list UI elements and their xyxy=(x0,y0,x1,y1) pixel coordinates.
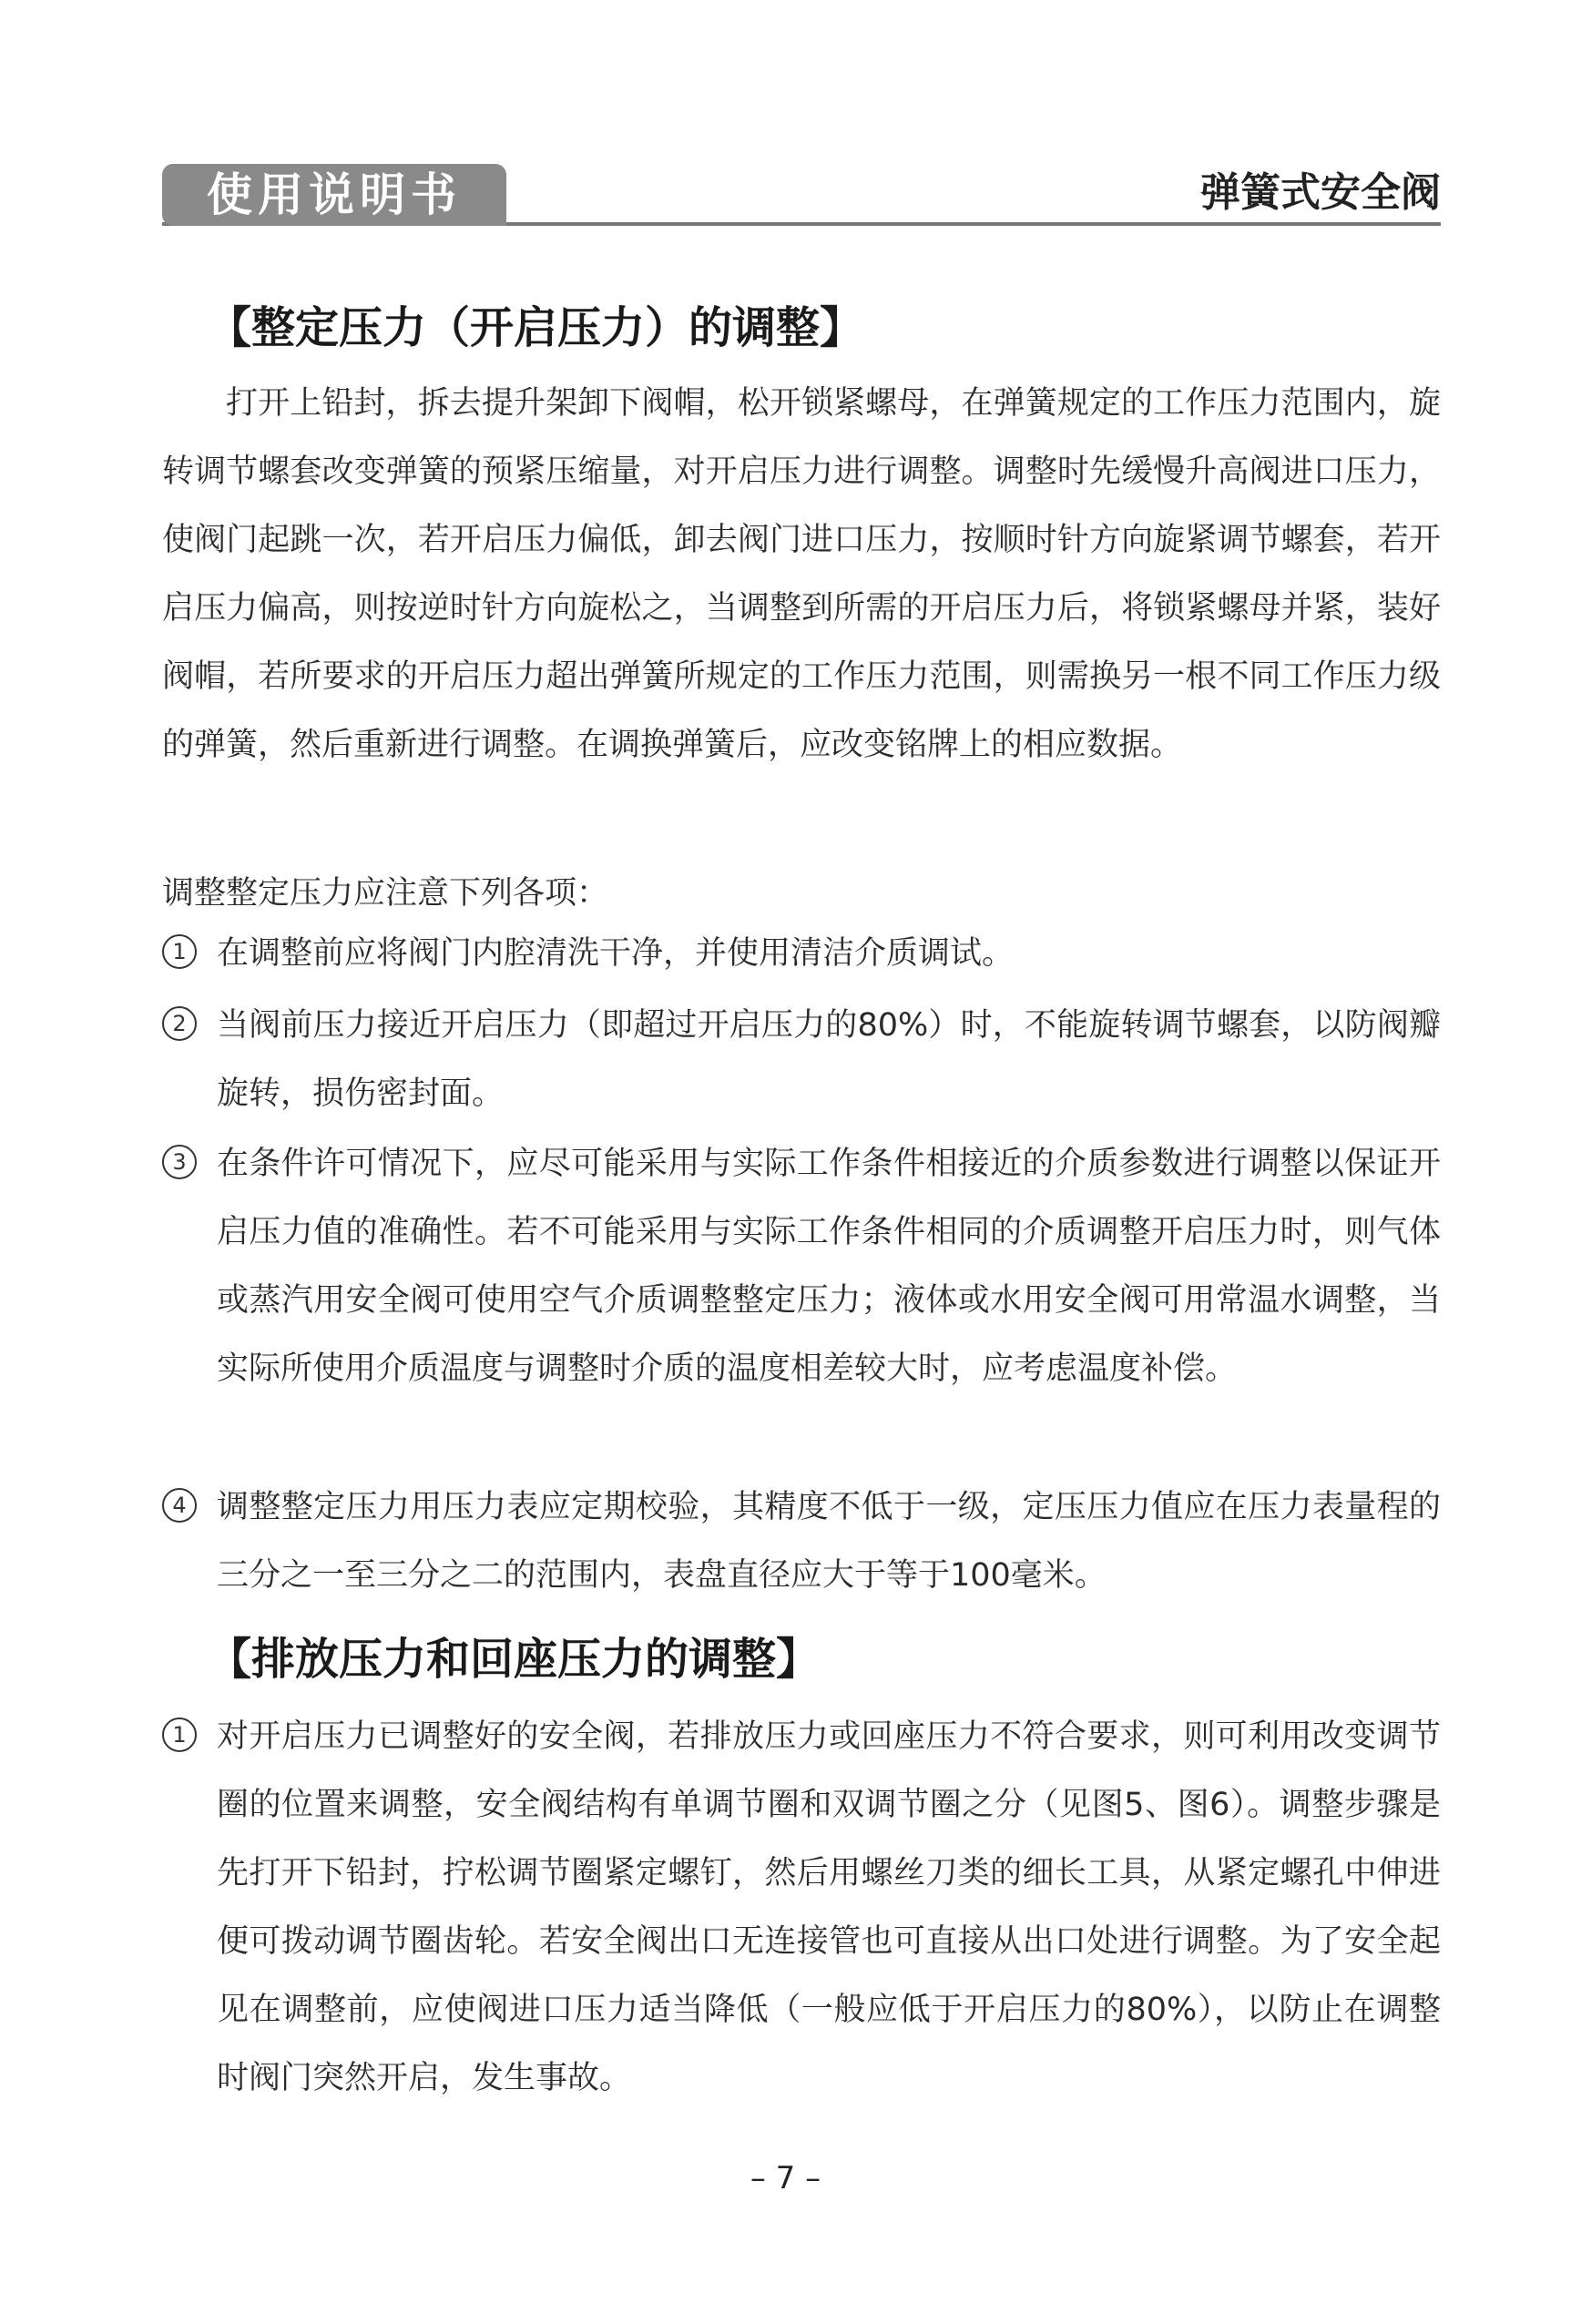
page-number: – 7 – xyxy=(750,2160,821,2197)
list-item xyxy=(162,1473,1441,1610)
product-title: 弹簧式安全阀 xyxy=(1200,169,1441,216)
set-pressure-paragraph: 打开上铅封，拆去提升架卸下阀帽，松开锁紧螺母，在弹簧规定的工作压力范围内，旋转调节螺套改变弹簧的预紧压缩量，对开启压力进行调整。调整时先缓慢升高阀进口压力，使阀门起跳一次，若开启压力偏低，卸去阀门进口压力，按顺时针方向旋紧调节螺套，若开启压力偏高，则按逆时针方向旋松之，当调整到所需的开启压力后，将锁紧螺母并紧，装好阀帽，若所要求的开启压力超出弹簧所规定的工作压力范围，则需换另一根不同工作压力级的弹簧，然后重新进行调整。在调换弹簧后，应改变铭牌上的相应数据。 xyxy=(162,385,1441,763)
list-item-text: 当阀前压力接近开启压力（即超过开启压力的80%）时，不能旋转调节螺套，以防阀瓣旋转，损伤密封面。 xyxy=(217,1007,1441,1112)
circled-number: 1 xyxy=(162,934,197,969)
circled-number: 4 xyxy=(162,1488,197,1523)
list-item-text: 在调整前应将阀门内腔清洗干净，并使用清洁介质调试。 xyxy=(217,935,1015,972)
circled-number: 2 xyxy=(162,1006,197,1041)
section-heading-set-pressure: 【整定压力（开启压力）的调整】 xyxy=(208,302,864,353)
list-item xyxy=(162,992,1441,1128)
list-item xyxy=(162,920,1441,988)
circled-number: 1 xyxy=(162,1718,197,1752)
list-item-text: 在条件许可情况下，应尽可能采用与实际工作条件相接近的介质参数进行调整以保证开启压力值的准确性。若不可能采用与实际工作条件相同的介质调整开启压力时，则气体或蒸汽用安全阀可使用空气介质调整整定压力；液体或水用安全阀可用常温水调整，当实际所使用介质温度与调整时介质的温度相差较大时，应考虑温度补偿。 xyxy=(217,1146,1441,1387)
list-item xyxy=(162,1703,1441,2113)
manual-tab-label: 使用说明书 xyxy=(162,164,506,226)
notes-intro: 调整整定压力应注意下列各项： xyxy=(162,875,609,912)
list-item-text: 对开启压力已调整好的安全阀，若排放压力或回座压力不符合要求，则可利用改变调节圈的位置来调整，安全阀结构有单调节圈和双调节圈之分（见图5、图6）。调整步骤是先打开下铅封，拧松调节圈紧定螺钉，然后用螺丝刀类的细长工具，从紧定螺孔中伸进便可拨动调节圈齿轮。若安全阀出口无连接管也可直接从出口处进行调整。为了安全起见在调整前，应使阀进口压力适当降低（一般应低于开启压力的80%），以防止在调整时阀门突然开启，发生事故。 xyxy=(217,1718,1441,2096)
list-item xyxy=(162,1130,1441,1403)
section-heading-discharge-pressure: 【排放压力和回座压力的调整】 xyxy=(208,1634,821,1685)
list-item-text: 调整整定压力用压力表应定期校验，其精度不低于一级，定压压力值应在压力表量程的三分之一至三分之二的范围内，表盘直径应大于等于100毫米。 xyxy=(217,1489,1441,1594)
circled-number: 3 xyxy=(162,1145,197,1179)
